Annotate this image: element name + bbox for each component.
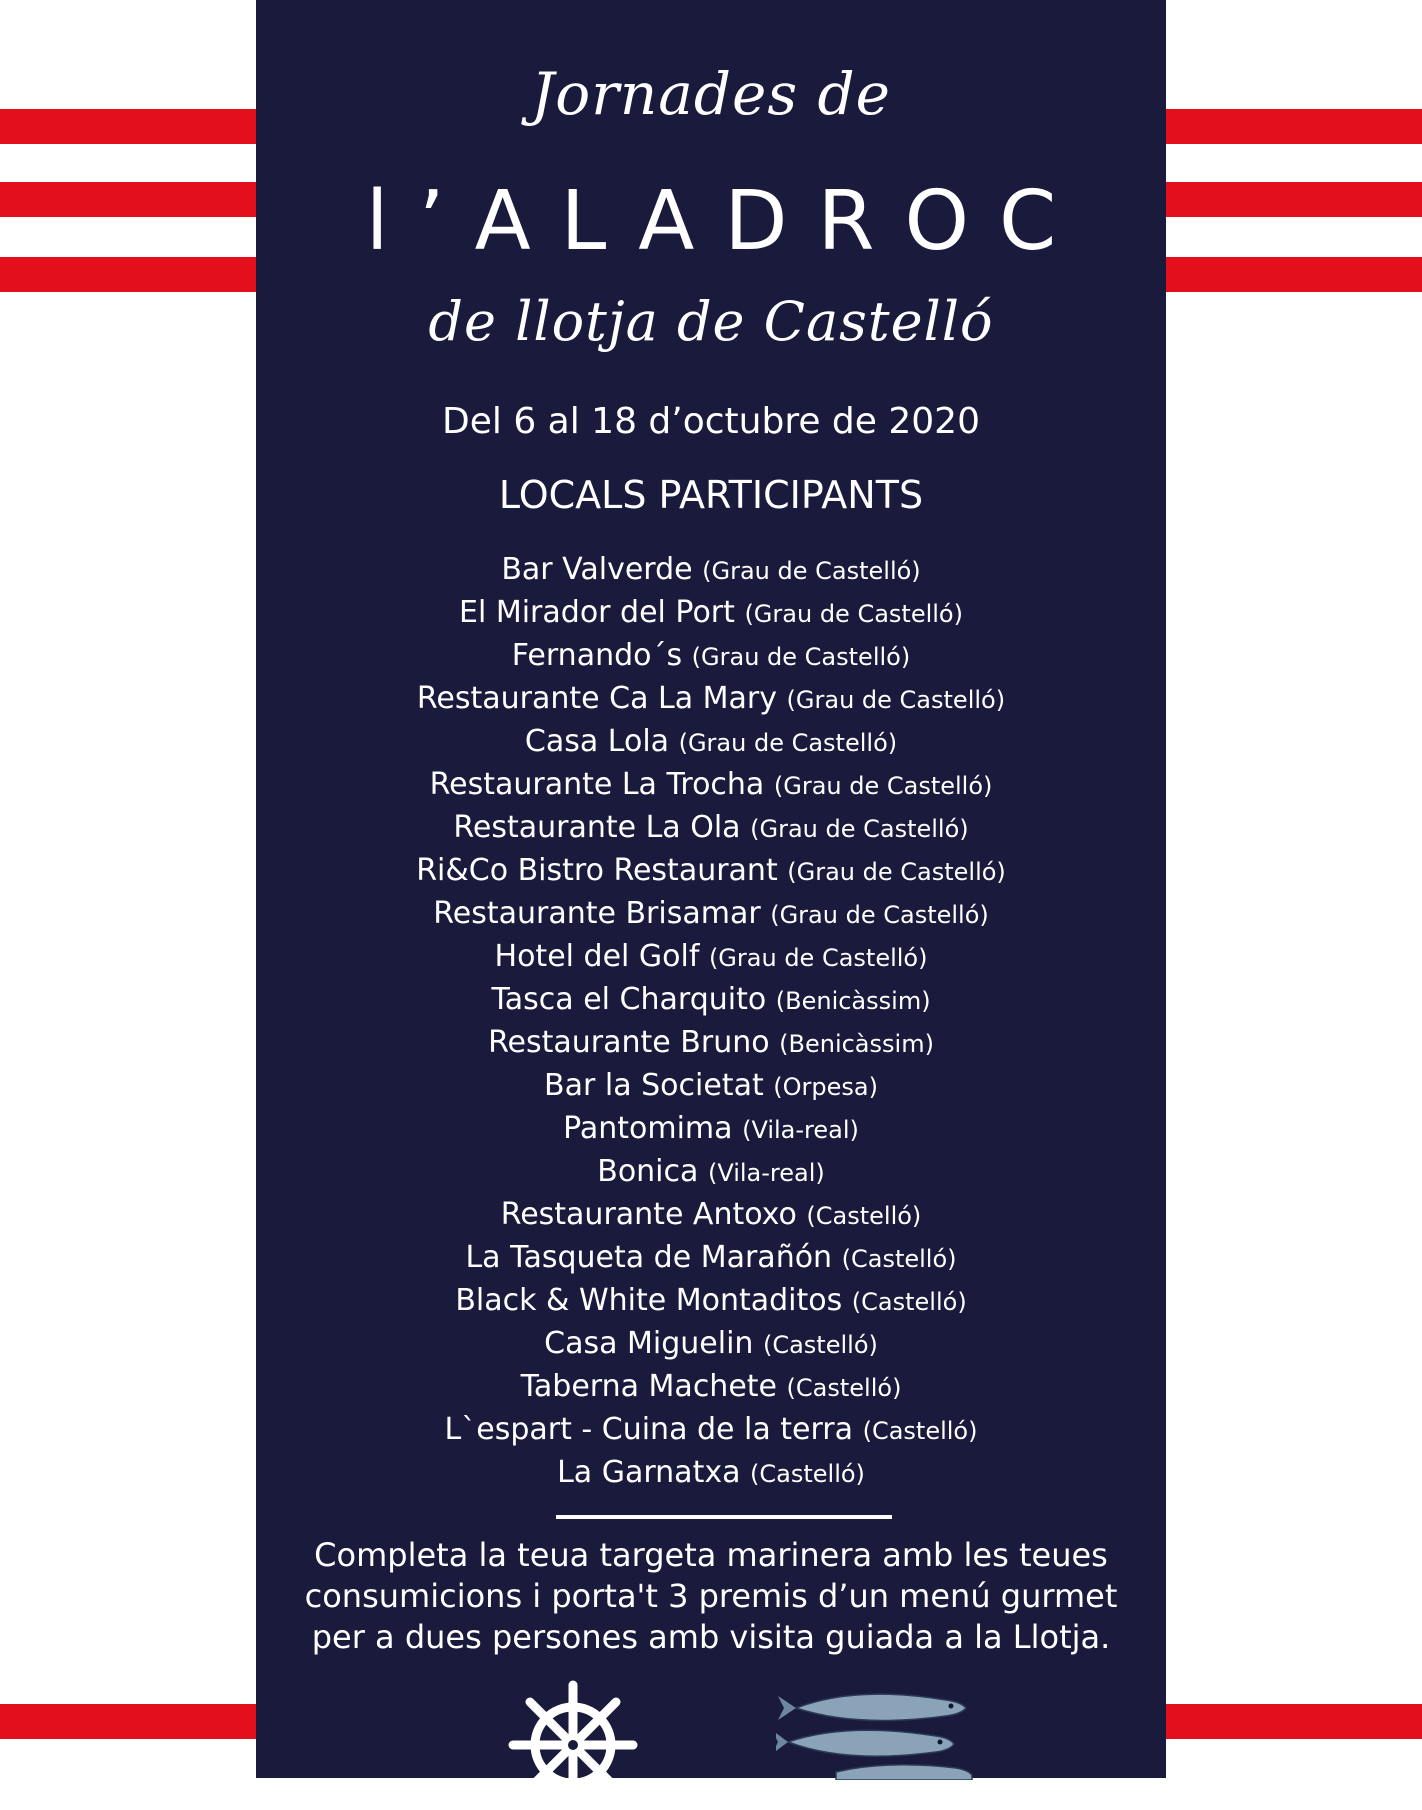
venue-item [256, 1021, 1166, 1064]
section-heading: LOCALS PARTICIPANTS [498, 473, 924, 517]
venue-item [256, 1236, 1166, 1279]
venue-location: (Benicàssim) [779, 1030, 934, 1058]
venue-name: Restaurante Brisamar [433, 896, 761, 931]
venue-location: (Grau de Castelló) [786, 686, 1006, 714]
venue-name: Restaurante Bruno [488, 1025, 770, 1060]
venue-item [256, 1193, 1166, 1236]
venue-item [256, 1322, 1166, 1365]
footer-line: Completa la teua targeta marinera amb les teues [314, 1536, 1108, 1574]
stripe-right-2 [1166, 182, 1422, 217]
venue-location: (Castelló) [806, 1202, 922, 1230]
venue-item [256, 892, 1166, 935]
venue-name: Restaurante Ca La Mary [416, 681, 777, 716]
venue-name: Restaurante La Ola [453, 810, 741, 845]
venue-location: (Grau de Castelló) [750, 815, 969, 843]
venue-name: Taberna Machete [520, 1369, 777, 1404]
venue-item [256, 1365, 1166, 1408]
venue-location: (Grau de Castelló) [770, 901, 989, 929]
venue-item [256, 720, 1166, 763]
venue-item [256, 1064, 1166, 1107]
venue-name: La Garnatxa [557, 1455, 741, 1490]
venue-item [256, 548, 1166, 591]
stripe-left-3 [0, 257, 256, 292]
stripe-left-1 [0, 109, 256, 144]
venue-item [256, 634, 1166, 677]
footer-text [286, 1535, 1136, 1658]
venue-name: Restaurante Antoxo [500, 1197, 797, 1232]
venue-location: (Grau de Castelló) [773, 772, 993, 800]
sardines-icon [776, 1680, 976, 1780]
footer-line: consumicions i porta't 3 premis d’un menú gurmet [304, 1577, 1118, 1615]
venue-location: (Castelló) [862, 1417, 978, 1445]
venue-item [256, 1408, 1166, 1451]
venue-location: (Castelló) [851, 1288, 967, 1316]
venue-name: Fernando´s [511, 638, 683, 673]
main-title: l’ALADROC [365, 174, 1087, 269]
venue-location: (Vila-real) [707, 1159, 825, 1187]
venue-name: La Tasqueta de Marañón [465, 1240, 833, 1275]
venue-item [256, 677, 1166, 720]
venue-item [256, 849, 1166, 892]
venue-name: Ri&Co Bistro Restaurant [416, 853, 778, 888]
venue-item [256, 935, 1166, 978]
venue-item [256, 978, 1166, 1021]
venue-item [256, 591, 1166, 634]
venue-name: Casa Lola [524, 724, 670, 759]
venue-name: Hotel del Golf [494, 939, 700, 974]
venue-location: (Castelló) [762, 1331, 878, 1359]
venue-list [256, 548, 1166, 1494]
venue-name: Casa Miguelin [544, 1326, 754, 1361]
stripe-right-4 [1166, 1704, 1422, 1739]
venue-location: (Vila-real) [742, 1116, 859, 1144]
venue-location: (Grau de Castelló) [744, 600, 963, 628]
venue-item [256, 1107, 1166, 1150]
venue-name: Bar Valverde [501, 552, 693, 587]
venue-name: L`espart - Cuina de la terra [444, 1412, 854, 1447]
venue-location: (Benicàssim) [775, 987, 931, 1015]
venue-name: Tasca el Charquito [491, 982, 767, 1017]
venue-name: Bonica [597, 1154, 699, 1189]
footer-line: per a dues persones amb visita guiada a la Llotja. [311, 1618, 1111, 1656]
venue-item [256, 1150, 1166, 1193]
venue-name: Pantomima [563, 1111, 733, 1146]
stripe-right-3 [1166, 257, 1422, 292]
venue-location: (Orpesa) [773, 1073, 878, 1101]
venue-name: Bar la Societat [544, 1068, 764, 1103]
venue-location: (Grau de Castelló) [787, 858, 1006, 886]
script-title-bottom: de llotja de Castelló [428, 290, 994, 353]
stripe-right-1 [1166, 109, 1422, 144]
venue-item [256, 806, 1166, 849]
venue-location: (Castelló) [750, 1460, 865, 1488]
venue-location: (Grau de Castelló) [708, 944, 928, 972]
venue-name: Black & White Montaditos [455, 1283, 843, 1318]
venue-location: (Castelló) [841, 1245, 957, 1273]
venue-location: (Castelló) [786, 1374, 902, 1402]
script-title-top: Jornades de [531, 60, 891, 128]
venue-location: (Grau de Castelló) [691, 643, 911, 671]
venue-location: (Grau de Castelló) [678, 729, 898, 757]
venue-item [256, 1279, 1166, 1322]
venue-name: Restaurante La Trocha [429, 767, 765, 802]
stripe-left-4 [0, 1704, 256, 1739]
stripe-left-2 [0, 182, 256, 217]
poster-panel [256, 0, 1166, 1778]
venue-item [256, 763, 1166, 806]
venue-name: El Mirador del Port [459, 595, 735, 630]
ship-wheel-icon [508, 1680, 638, 1810]
divider-line [556, 1515, 892, 1519]
event-dates: Del 6 al 18 d’octubre de 2020 [442, 401, 980, 442]
venue-location: (Grau de Castelló) [702, 557, 921, 585]
venue-item [256, 1451, 1166, 1494]
